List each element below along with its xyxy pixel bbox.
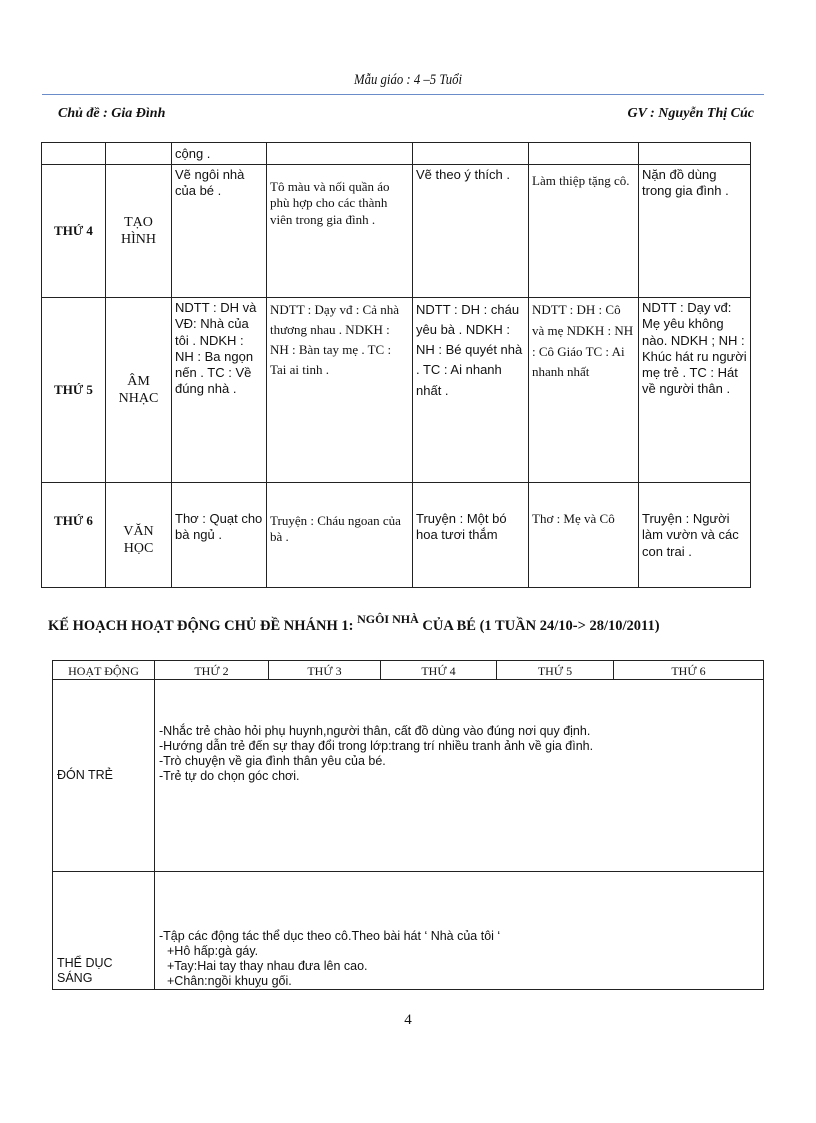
schedule-cell: NDTT : DH : cháu yêu bà . NDKH : NH : Bé quyét nhà . TC : Ai nhanh nhất . xyxy=(413,298,529,483)
activity-row xyxy=(53,680,764,872)
activity-content xyxy=(155,872,764,990)
schedule-cell: Tô màu và nối quần áo phù hợp cho các thành viên trong gia đình . xyxy=(267,165,413,298)
schedule-cell: NDTT : Dạy vđ : Cả nhà thương nhau . NDKH : NH : Bàn tay mẹ . TC : Tai ai tinh . xyxy=(267,298,413,483)
activity-label: ĐÓN TRẺ xyxy=(53,680,155,872)
schedule-row xyxy=(42,165,751,298)
day-label: THỨ 5 xyxy=(42,298,106,483)
topic-label: Chủ đề : Gia Đình xyxy=(58,106,166,121)
document-grade-header: Mẫu giáo : 4 –5 Tuổi xyxy=(353,72,463,88)
schedule-fragment-row xyxy=(42,143,751,165)
column-header: HOẠT ĐỘNG xyxy=(53,661,155,680)
activity-plan-table xyxy=(52,660,764,990)
plan-title-topic: NGÔI NHÀ xyxy=(357,612,419,626)
activity-line: -Nhắc trẻ chào hỏi phụ huynh,người thân, cất đồ dùng vào đúng nơi quy định. xyxy=(159,724,591,738)
weekly-schedule-table xyxy=(41,142,751,588)
activity-line: +Tay:Hai tay thay nhau đưa lên cao. xyxy=(167,959,368,973)
plan-title xyxy=(48,612,660,635)
day-label: THỨ 6 xyxy=(42,483,106,588)
schedule-cell: Làm thiệp tặng cô. xyxy=(529,165,639,298)
activity-line: +Chân:ngồi khuỵu gối. xyxy=(167,974,292,988)
schedule-cell: Truyện : Một bó hoa tươi thắm xyxy=(413,483,529,588)
teacher-label: GV : Nguyễn Thị Cúc xyxy=(627,106,754,121)
activity-line: +Hô hấp:gà gáy. xyxy=(167,944,259,958)
schedule-cell: Thơ : Quạt cho bà ngủ . xyxy=(172,483,267,588)
schedule-row xyxy=(42,298,751,483)
schedule-cell: NDTT : DH và VĐ: Nhà của tôi . NDKH : NH : Ba ngọn nến . TC : Về đúng nhà . xyxy=(172,298,267,483)
activity-line: -Hướng dẫn trẻ đến sự thay đổi trong lớp:trang trí nhiều tranh ảnh về gia đình. xyxy=(159,739,594,753)
column-header: THỨ 6 xyxy=(614,661,764,680)
subject-label: TẠO HÌNH xyxy=(106,165,172,298)
activity-line: -Tập các động tác thể dục theo cô.Theo bài hát ‘ Nhà của tôi ‘ xyxy=(159,929,501,943)
activity-line: -Trò chuyện về gia đình thân yêu của bé. xyxy=(159,754,386,768)
subject-label: VĂN HỌC xyxy=(106,483,172,588)
schedule-cell: Vẽ theo ý thích . xyxy=(413,165,529,298)
schedule-cell: Truyện : Người làm vườn và các con trai . xyxy=(639,483,751,588)
schedule-cell: NDTT : DH : Cô và mẹ NDKH : NH : Cô Giáo TC : Ai nhanh nhất xyxy=(529,298,639,483)
subject-label: ÂM NHẠC xyxy=(106,298,172,483)
schedule-row xyxy=(42,483,751,588)
column-header: THỨ 3 xyxy=(269,661,381,680)
schedule-cell: Thơ : Mẹ và Cô xyxy=(529,483,639,588)
schedule-cell: Vẽ ngôi nhà của bé . xyxy=(172,165,267,298)
schedule-cell: Truyện : Cháu ngoan của bà . xyxy=(267,483,413,588)
column-header: THỨ 2 xyxy=(155,661,269,680)
column-header: THỨ 5 xyxy=(497,661,614,680)
activity-row xyxy=(53,872,764,990)
plan-title-period: CỦA BÉ (1 TUẦN 24/10-> 28/10/2011) xyxy=(422,618,660,634)
activity-line: -Trẻ tự do chọn góc chơi. xyxy=(159,769,300,783)
header-rule xyxy=(42,94,764,95)
schedule-cell: cộng . xyxy=(172,143,267,165)
activity-header-row xyxy=(53,661,764,680)
day-label: THỨ 4 xyxy=(42,165,106,298)
schedule-cell: NDTT : Dạy vđ: Mẹ yêu không nào. NDKH ; NH : Khúc hát ru người mẹ trẻ . TC : Hát về người thân . xyxy=(639,298,751,483)
plan-title-main: KẾ HOẠCH HOẠT ĐỘNG CHỦ ĐỀ NHÁNH 1: xyxy=(48,618,354,634)
activity-label: THỂ DỤC SÁNG xyxy=(53,872,155,990)
schedule-cell: Nặn đồ dùng trong gia đình . xyxy=(639,165,751,298)
column-header: THỨ 4 xyxy=(381,661,497,680)
page-number: 4 xyxy=(404,1012,412,1028)
activity-content xyxy=(155,680,764,872)
